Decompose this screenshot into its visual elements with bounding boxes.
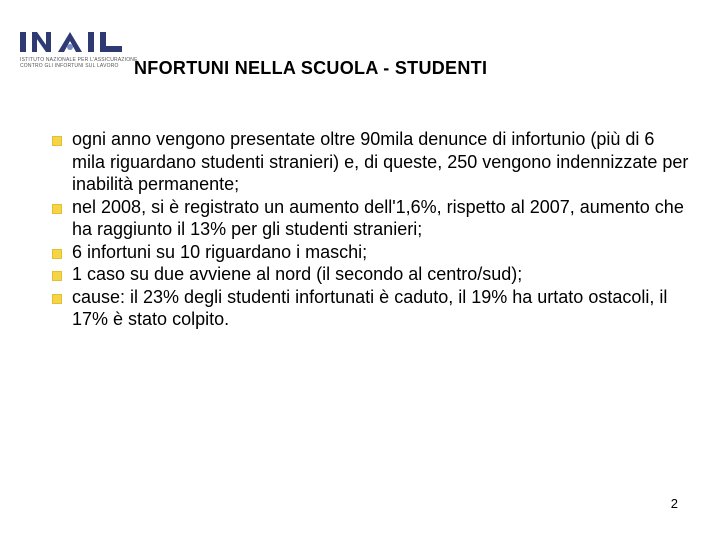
bullet-text: 6 infortuni su 10 riguardano i maschi; — [72, 241, 368, 262]
bullet-text: ogni anno vengono presentate oltre 90mila denunce di infortunio (più di 6 mila riguardano studenti stranieri) e, di queste, 250 vengono indennizzate per inabilità permanente; — [72, 129, 689, 194]
square-bullet-icon — [52, 204, 62, 214]
square-bullet-icon — [52, 136, 62, 146]
square-bullet-icon — [52, 271, 62, 281]
bullet-text: nel 2008, si è registrato un aumento dell'1,6%, rispetto al 2007, aumento che ha raggiunto il 13% per gli studenti stranieri; — [72, 196, 684, 239]
inail-subtitle-1: ISTITUTO NAZIONALE PER L'ASSICURAZIONE — [20, 57, 138, 63]
bullet-item — [52, 263, 692, 286]
bullet-item — [52, 196, 692, 241]
bullet-item — [52, 286, 692, 331]
square-bullet-icon — [52, 294, 62, 304]
slide-title: NFORTUNI NELLA SCUOLA - STUDENTI — [134, 58, 488, 78]
inail-logo-icon — [18, 30, 126, 54]
bullet-item — [52, 128, 692, 196]
inail-wordmark — [18, 30, 128, 54]
square-bullet-icon — [52, 249, 62, 259]
bullet-list — [52, 128, 692, 331]
page-number: 2 — [670, 496, 678, 511]
bullet-text: 1 caso su due avviene al nord (il secondo al centro/sud); — [72, 264, 523, 284]
bullet-item — [52, 241, 692, 264]
bullet-text: cause: il 23% degli studenti infortunati è caduto, il 19% ha urtato ostacoli, il 17% è stato colpito. — [72, 286, 668, 329]
inail-logo — [18, 30, 138, 72]
inail-subtitle-2: CONTRO GLI INFORTUNI SUL LAVORO — [20, 63, 119, 69]
